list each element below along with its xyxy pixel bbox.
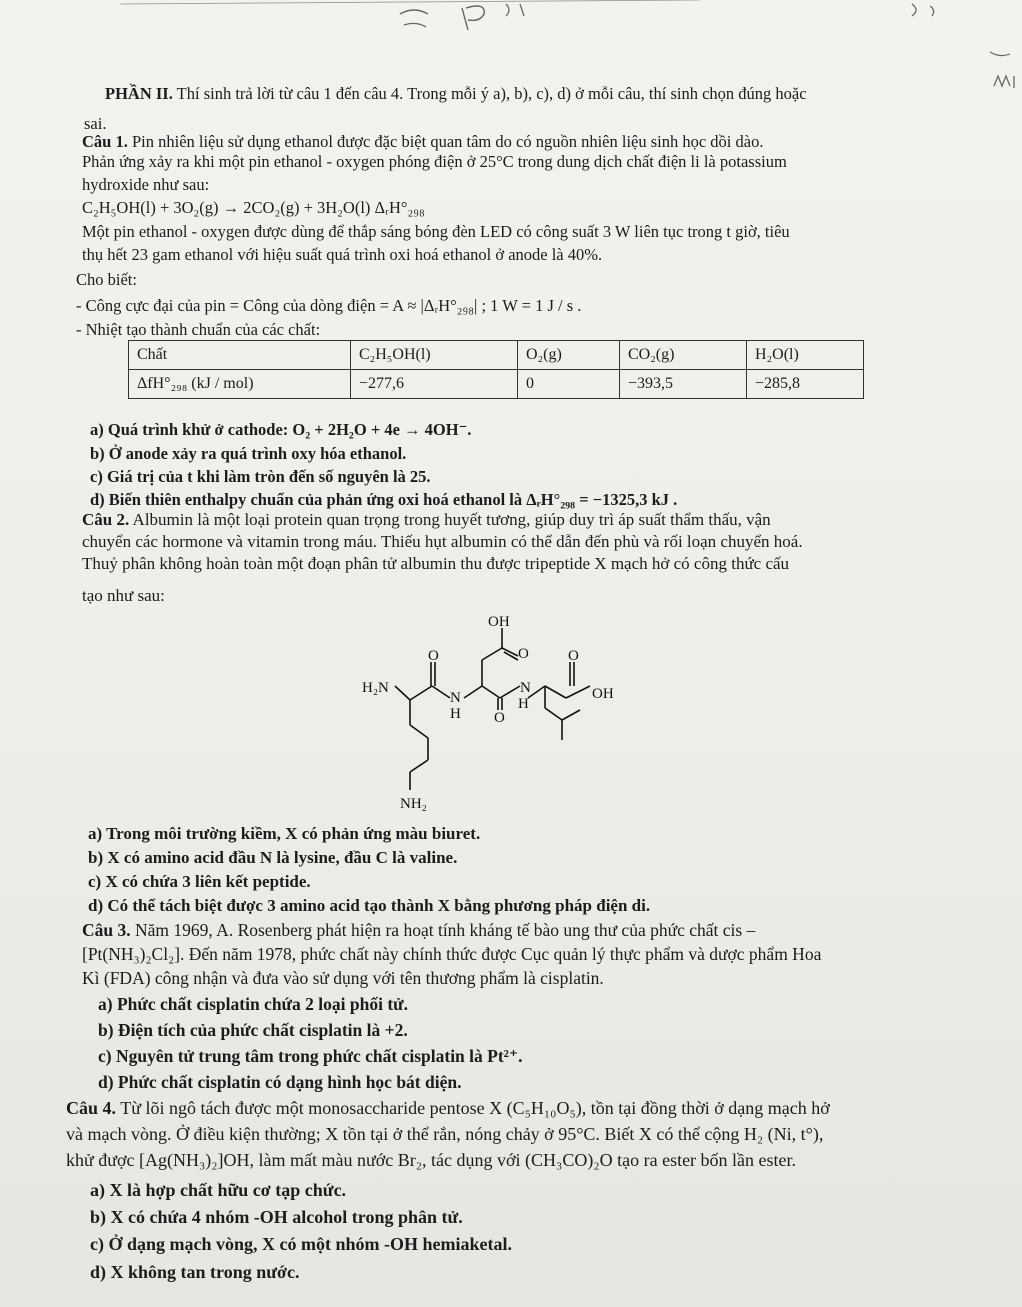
q3-option-d: d) Phức chất cisplatin có dạng hình học bát diện. (98, 1072, 462, 1092)
mol-label: O (428, 648, 439, 664)
table-cell: O₂(g) (518, 341, 620, 370)
q2-option-c: c) X có chứa 3 liên kết peptide. (88, 872, 311, 891)
q1-given-2: - Nhiệt tạo thành chuẩn của các chất: (76, 320, 321, 339)
q3-text-1: Năm 1969, A. Rosenberg phát hiện ra hoạt tính kháng tế bào ung thư của phức chất cis – (135, 920, 756, 940)
table-row (129, 370, 864, 399)
q1-line-1 (82, 132, 763, 152)
q2-option-d: d) Có thể tách biệt được 3 amino acid tạo thành X bằng phương pháp điện di. (88, 896, 651, 915)
q3-line-2: [Pt(NH₃)₂Cl₂]. Đến năm 1978, phức chất này chính thức được Cục quản lý thực phẩm và dược phẩm Hoa (82, 944, 822, 964)
q1-given: Cho biết: (76, 270, 137, 289)
q1-option-d: d) Biến thiên enthalpy chuẩn của phản ứng oxi hoá ethanol là ΔᵣH°₂₉₈ = −1325,3 kJ . (90, 490, 678, 509)
q2-option-a: a) Trong môi trường kiềm, X có phản ứng màu biuret. (88, 824, 481, 843)
mol-label: N (450, 690, 461, 706)
mol-label: H₂N (362, 680, 389, 696)
q3-option-c: c) Nguyên tử trung tâm trong phức chất cisplatin là Pt²⁺. (98, 1046, 523, 1066)
table-cell: ΔfH°₂₉₈ (kJ / mol) (129, 370, 351, 399)
q4-option-a: a) X là hợp chất hữu cơ tạp chức. (90, 1180, 347, 1200)
q2-text-1: Albumin là một loại protein quan trọng trong huyết tương, giúp duy trì áp suất thẩm thấu, vận (132, 510, 771, 529)
formation-enthalpy-table (128, 340, 864, 399)
q3-label: Câu 3. (82, 920, 131, 940)
table-cell: CO₂(g) (620, 341, 747, 370)
q4-option-d: d) X không tan trong nước. (90, 1262, 300, 1282)
mol-label: O (568, 648, 579, 664)
q2-option-b: b) X có amino acid đầu N là lysine, đầu C là valine. (88, 848, 458, 867)
mol-label: H (450, 706, 461, 722)
q4-label: Câu 4. (66, 1098, 117, 1118)
q4-line-1 (66, 1098, 830, 1118)
q4-line-2: và mạch vòng. Ở điều kiện thường; X tồn tại ở thể rắn, nóng chảy ở 95°C. Biết X có thể cộng H₂ (Ni, t°), (66, 1124, 824, 1144)
part-intro-text: Thí sinh trả lời từ câu 1 đến câu 4. Trong mỗi ý a), b), c), d) ở mỗi câu, thí sinh chọn đúng hoặc (176, 84, 807, 103)
q1-given-1: - Công cực đại của pin = Công của dòng điện = A ≈ |ΔᵣH°₂₉₈| ; 1 W = 1 J / s . (76, 296, 582, 315)
mol-label: NH₂ (400, 796, 427, 812)
part-heading: PHẦN II. (105, 84, 173, 103)
q4-option-b: b) X có chứa 4 nhóm -OH alcohol trong phân tử. (90, 1207, 463, 1227)
q1-text-1: Pin nhiên liệu sử dụng ethanol được đặc biệt quan tâm do có nguồn nhiên liệu sinh học dồi dào. (131, 132, 764, 151)
mol-label: OH (592, 686, 614, 702)
table-cell: Chất (129, 341, 351, 370)
q4-line-3: khử được [Ag(NH₃)₂]OH, làm mất màu nước Br₂, tác dụng với (CH₃CO)₂O tạo ra ester bốn lần ester. (66, 1150, 797, 1170)
table-row (129, 341, 864, 370)
mol-label: O (494, 710, 505, 726)
q3-option-b: b) Điện tích của phức chất cisplatin là +2. (98, 1020, 408, 1040)
tripeptide-structure (340, 610, 660, 820)
q3-option-a: a) Phức chất cisplatin chứa 2 loại phối tử. (98, 994, 409, 1014)
q3-line-1 (82, 920, 755, 940)
q1-line-4: Một pin ethanol - oxygen được dùng để thắp sáng bóng đèn LED có công suất 3 W liên tục trong t giờ, tiêu (82, 222, 790, 241)
q2-line-3: Thuỷ phân không hoàn toàn một đoạn phân tử albumin thu được tripeptide X mạch hở có công thức cấu (82, 554, 790, 573)
mol-label: N (520, 680, 531, 696)
table-cell: −277,6 (351, 370, 518, 399)
q1-option-a: a) Quá trình khử ở cathode: O₂ + 2H₂O + 4e → 4OH⁻. (90, 420, 472, 439)
q4-text-1: Từ lõi ngô tách được một monosaccharide pentose X (C₅H₁₀O₅), tồn tại đồng thời ở dạng mạch hở (120, 1098, 830, 1118)
q1-line-2: Phản ứng xảy ra khi một pin ethanol - oxygen phóng điện ở 25°C trong dung dịch chất điện li là potassium (82, 152, 787, 171)
q1-option-c: c) Giá trị của t khi làm tròn đến số nguyên là 25. (90, 467, 431, 486)
mol-label: H (518, 696, 529, 712)
q2-line-2: chuyển các hormone và vitamin trong máu. Thiếu hụt albumin có thể dẫn đến phù và rối loạn chuyển hoá. (82, 532, 803, 551)
mol-label: O (518, 646, 529, 662)
q1-reaction: C₂H₅OH(l) + 3O₂(g) → 2CO₂(g) + 3H₂O(l) ΔᵣH°₂₉₈ (82, 198, 425, 217)
q1-line-5: thụ hết 23 gam ethanol với hiệu suất quá trình oxi hoá ethanol ở anode là 40%. (82, 245, 603, 264)
table-cell: C₂H₅OH(l) (351, 341, 518, 370)
part-intro-line-2: sai. (84, 114, 107, 133)
table-cell: −285,8 (747, 370, 864, 399)
q4-option-c: c) Ở dạng mạch vòng, X có một nhóm -OH hemiaketal. (90, 1234, 512, 1254)
q1-line-3: hydroxide như sau: (82, 175, 210, 194)
q2-line-1 (82, 510, 771, 530)
q2-label: Câu 2. (82, 510, 130, 529)
part-intro-line-1 (105, 84, 807, 104)
table-cell: 0 (518, 370, 620, 399)
q1-label: Câu 1. (82, 132, 128, 151)
table-cell: H₂O(l) (747, 341, 864, 370)
q3-line-3: Kì (FDA) công nhận và đưa vào sử dụng với tên thương phẩm là cisplatin. (82, 968, 604, 988)
mol-label: OH (488, 614, 510, 630)
table-cell: −393,5 (620, 370, 747, 399)
q1-option-b: b) Ở anode xảy ra quá trình oxy hóa ethanol. (90, 444, 407, 463)
q2-line-4: tạo như sau: (82, 586, 165, 605)
